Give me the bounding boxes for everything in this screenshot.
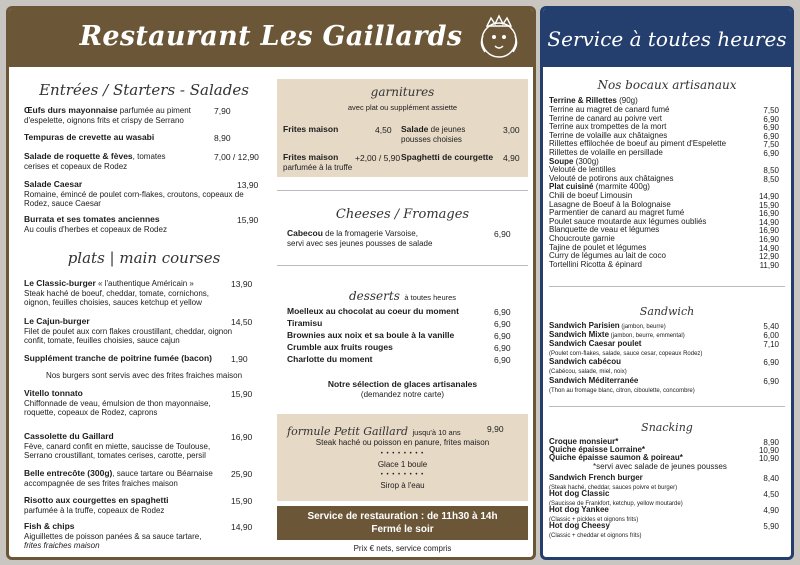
lion-head-icon xyxy=(473,12,525,64)
item-price: 6,90 xyxy=(763,123,779,133)
formule-dots: • • • • • • • • xyxy=(380,451,425,457)
item-price: 16,90 xyxy=(231,432,253,442)
list-item: Crumble aux fruits rouges xyxy=(287,342,393,352)
menu-left-panel xyxy=(6,6,536,560)
list-item: Velouté de lentilles xyxy=(549,165,616,175)
list-item: Terrine de canard au poivre vert xyxy=(549,113,662,123)
item-price: 6,90 xyxy=(763,149,779,158)
item-price: 7,00 / 12,90 xyxy=(214,152,259,162)
sandwich-title: Sandwich xyxy=(639,305,695,318)
item-price: 7,90 xyxy=(214,106,231,116)
item-price: 15,90 xyxy=(237,215,259,225)
garnitures-box xyxy=(277,79,528,177)
list-item: Croque monsieur* xyxy=(549,437,619,446)
list-item: Belle entrecôte (300g), sauce tartare ou Béarnaise accompagnée de ses frites fraiches maison xyxy=(24,468,213,488)
item-price: 7,10 xyxy=(763,340,779,349)
formule-title: formule Petit Gaillard xyxy=(287,425,409,438)
plats-note: Nos burgers sont servis avec des frites fraiches maison xyxy=(45,371,243,380)
item-price: 13,90 xyxy=(231,279,253,289)
list-item: Rillettes de volaille en persillade xyxy=(549,148,663,157)
prices-note: Prix € nets, service compris xyxy=(353,544,452,553)
item-price: 6,90 xyxy=(494,307,511,317)
list-item: Chili de boeuf Limousin xyxy=(549,191,633,200)
list-item: Vitello tonnato Chiffonnade de veau, émulsion de thon mayonnaise, roquette, copeaux de Rodez, caprons xyxy=(24,388,211,417)
item-price: 7,50 xyxy=(763,106,779,115)
list-item: Frites maison parfumée à la truffe xyxy=(283,152,353,172)
list-item: Sandwich French burger (Steak haché, cheddar, sauces poivre et burger) xyxy=(549,473,678,491)
snacking-title: Snacking xyxy=(641,421,693,434)
item-price: 5,40 xyxy=(763,322,779,331)
snacking-note: *servi avec salade de jeunes pousses xyxy=(593,462,727,471)
item-price: 4,50 xyxy=(763,490,779,499)
item-price: 11,90 xyxy=(759,260,779,270)
item-price: 25,90 xyxy=(231,469,253,479)
desserts-header xyxy=(277,287,528,305)
item-price: +2,00 / 5,90 xyxy=(355,153,401,163)
list-item: Poulet sauce moutarde aux légumes oubliés xyxy=(549,216,707,226)
list-item: Sandwich Mixte (jambon, beurre, emmental) xyxy=(549,330,685,339)
item-price: 8,40 xyxy=(763,474,779,483)
item-price: 13,90 xyxy=(237,180,259,190)
item-price: 4,90 xyxy=(503,153,520,163)
formule-line1: Steak haché ou poisson en panure, frites maison xyxy=(315,438,490,447)
closed-text: Fermé le soir xyxy=(371,524,434,535)
list-item: Moelleux au chocolat au coeur du moment xyxy=(287,306,459,316)
item-price: 5,90 xyxy=(763,522,779,531)
entrees-title: Entrées / Starters - Salades xyxy=(39,81,249,99)
item-price: 14,90 xyxy=(231,522,253,532)
item-price: 6,90 xyxy=(494,355,511,365)
formule-age: jusqu'à 10 ans xyxy=(412,428,461,437)
item-price: 6,00 xyxy=(763,331,779,340)
item-price: 6,90 xyxy=(494,319,511,329)
list-item: Le Cajun-burger Filet de poulet aux corn flakes croustillant, cheddar, oignon confit, tomate, feuilles choisies, sauce cajun xyxy=(24,316,233,345)
item-price: 8,50 xyxy=(763,166,779,176)
list-item: Sandwich Caesar poulet (Poulet corn-flakes, salade, sauce cesar, copeaux Rodez) xyxy=(549,339,703,357)
list-item: Fish & chips Aiguillettes de poisson panées & sa sauce tartare, frites fraiches maison xyxy=(24,521,202,550)
list-item: Sandwich cabécou (Cabécou, salade, miel, noix) xyxy=(549,357,627,375)
list-item: Tempuras de crevette au wasabi xyxy=(24,132,155,142)
list-item: Choucroute garnie xyxy=(549,234,615,243)
list-item: Tajine de poulet et légumes xyxy=(549,242,647,252)
divider xyxy=(549,406,785,407)
list-item: Quiche épaisse Lorraine* xyxy=(549,445,646,454)
item-price: 8,90 xyxy=(763,438,779,447)
terrine-heading: Terrine & Rillettes (90g) xyxy=(549,96,638,105)
list-item: Cabecou de la fromagerie Varsoise, servi avec ses jeunes pousses de salade xyxy=(287,228,433,248)
hours-banner xyxy=(277,506,528,540)
list-item: Curry de légumes au lait de coco xyxy=(549,251,666,261)
list-item: Tortellini Ricotta & épinard xyxy=(549,259,642,269)
desserts-subtitle: à toutes heures xyxy=(404,293,457,302)
list-item: Salade de jeunes pousses choisies xyxy=(401,124,466,144)
list-item: Sandwich Parisien (jambon, beurre) xyxy=(549,321,666,330)
list-item: Velouté de potirons aux châtaignes xyxy=(549,173,674,183)
item-price: 12,90 xyxy=(758,252,779,262)
cheeses-title: Cheeses / Fromages xyxy=(335,207,470,222)
item-price: 8,90 xyxy=(214,133,231,143)
list-item: Burrata et ses tomates anciennes Au coulis d'herbes et copeaux de Rodez xyxy=(24,214,167,234)
item-price: 14,90 xyxy=(758,192,779,201)
item-price: 15,90 xyxy=(758,200,779,210)
hours-text: Service de restauration : de 11h30 à 14h xyxy=(307,511,498,522)
item-price: 3,00 xyxy=(503,125,520,135)
list-item: Œufs durs mayonnaise parfumée au piment d'espelette, oignons frits et crispy de Serrano xyxy=(24,105,191,125)
item-price: 6,90 xyxy=(763,114,779,124)
list-item: Terrine aux trompettes de la mort xyxy=(549,122,667,132)
item-price: 7,50 xyxy=(763,140,779,150)
list-item: Risotto aux courgettes en spaghetti parfumée à la truffe, copeaux de Rodez xyxy=(24,495,169,515)
item-price: 16,90 xyxy=(758,235,779,244)
item-price: 15,90 xyxy=(231,389,253,399)
ice-note: Notre sélection de glaces artisanales (demandez notre carte) xyxy=(327,379,478,399)
item-price: 6,90 xyxy=(494,331,511,341)
list-item: Brownies aux noix et sa boule à la vanille xyxy=(287,330,455,340)
list-item: Quiche épaisse saumon & poireau* xyxy=(549,453,683,462)
plats-title: plats | main courses xyxy=(67,249,221,267)
list-item: Hot dog Classic (Saucisse de Frankfort, ketchup, yellow moutarde) xyxy=(549,489,683,507)
item-price: 6,90 xyxy=(763,131,779,141)
divider xyxy=(277,265,528,266)
plat-heading: Plat cuisiné (marmite 400g) xyxy=(549,182,650,192)
formule-line2: Glace 1 boule xyxy=(377,460,428,469)
item-price: 6,90 xyxy=(494,343,511,353)
list-item: Hot dog Cheesy (Classic + cheddar et oignons frits) xyxy=(549,521,642,539)
item-price: 6,90 xyxy=(763,377,779,386)
soupe-heading: Soupe (300g) xyxy=(549,156,599,166)
list-item: Salade de roquette & fèves, tomates cerises et copeaux de Rodez xyxy=(24,151,166,171)
bocaux-title: Nos bocaux artisanaux xyxy=(597,78,737,92)
item-price: 4,50 xyxy=(375,125,392,135)
list-item: Hot dog Yankee (Classic + pickles et oignons frits) xyxy=(549,505,639,523)
list-item: Le Classic-burger « l'authentique Américain » Steak haché de boeuf, cheddar, tomate, cornichons, oignon, feuilles choisies, sauces ketchup et yellow xyxy=(24,278,210,307)
list-item: Salade Caesar Romaine, émincé de poulet corn-flakes, croutons, copeaux de Rodez, sauce Caesar xyxy=(24,179,244,208)
item-price: 16,90 xyxy=(758,209,779,219)
divider xyxy=(549,286,785,287)
list-item: Charlotte du moment xyxy=(287,354,373,364)
list-item: Lasagne de Boeuf à la Bolognaise xyxy=(549,199,671,209)
item-price: 16,90 xyxy=(758,226,779,236)
item-price: 8,50 xyxy=(763,174,779,184)
item-price: 10,90 xyxy=(758,454,779,463)
formule-price: 9,90 xyxy=(487,424,504,434)
list-item: Spaghetti de courgette xyxy=(401,152,494,162)
item-price: 14,50 xyxy=(231,317,253,327)
list-item: Parmentier de canard au magret fumé xyxy=(549,208,685,218)
list-item: Terrine au magret de canard fumé xyxy=(549,105,670,114)
item-price: 6,90 xyxy=(763,358,779,367)
desserts-title: desserts xyxy=(348,289,400,303)
service-header: Service à toutes heures xyxy=(543,9,791,67)
item-price: 14,90 xyxy=(758,217,779,227)
list-item: Tiramisu xyxy=(287,318,323,328)
list-item: Terrine de volaille aux châtaignes xyxy=(549,130,668,140)
formule-box xyxy=(277,414,528,501)
list-item: Supplément tranche de poitrine fumée (bacon) xyxy=(24,353,212,363)
divider xyxy=(277,190,528,191)
item-price: 4,90 xyxy=(763,506,779,515)
restaurant-header xyxy=(9,9,533,67)
list-item: Blanquette de veau et légumes xyxy=(549,225,660,235)
list-item: Sandwich Méditerranée (Thon au fromage blanc, citron, ciboulette, concombre) xyxy=(549,376,695,394)
item-price: 6,90 xyxy=(494,229,511,239)
list-item: Frites maison xyxy=(283,124,339,134)
formule-line3: Sirop à l'eau xyxy=(380,481,425,490)
item-price: 1,90 xyxy=(231,354,248,364)
item-price: 10,90 xyxy=(758,446,779,455)
item-price: 14,90 xyxy=(758,243,779,253)
garnitures-title: garnitures xyxy=(370,85,435,99)
restaurant-name: Restaurant Les Gaillards xyxy=(79,21,463,52)
list-item: Cassolette du Gaillard Fève, canard confit en miette, saucisse de Toulouse, Serrano croustillant, tomates cerises, carotte, persil xyxy=(24,431,211,460)
item-price: 15,90 xyxy=(231,496,253,506)
list-item: Rillettes effilochée de boeuf au piment d'Espelette xyxy=(549,139,727,149)
menu-right-panel xyxy=(540,6,794,560)
formule-dots: • • • • • • • • xyxy=(380,472,425,478)
garnitures-subtitle: avec plat ou supplément assiette xyxy=(347,103,458,112)
